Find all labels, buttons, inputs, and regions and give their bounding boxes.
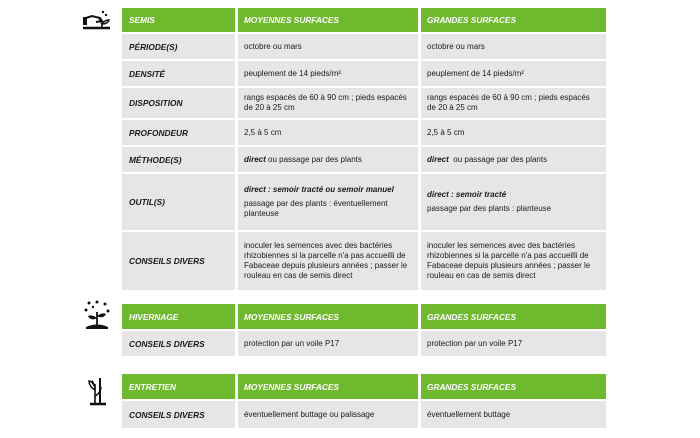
cell-large: inoculer les semences avec des bactéries rhizobiennes si la parcelle n'a pas accueilli de Fabaceae depuis plusieurs années ; passer le rouleau en cas de semis direct: [421, 232, 606, 290]
header-row: [122, 8, 609, 32]
row-label: CONSEILS DIVERS: [122, 331, 235, 356]
table-row: [122, 232, 609, 290]
tool-direct: direct : semoir tracté: [427, 190, 507, 199]
cell-large: protection par un voile P17: [421, 331, 606, 356]
method-emphasis: direct: [427, 154, 449, 164]
section-hivernage: [122, 304, 609, 356]
header-col-medium: MOYENNES SURFACES: [238, 304, 418, 329]
row-label: PROFONDEUR: [122, 120, 235, 145]
section-entretien: [122, 374, 609, 428]
cell-medium: [238, 174, 418, 230]
cell-large: éventuellement buttage: [421, 401, 606, 428]
row-label: CONSEILS DIVERS: [122, 232, 235, 290]
table-row: [122, 120, 609, 145]
cell-large: [421, 174, 606, 230]
cell-medium: [238, 147, 418, 172]
cell-medium: 2,5 à 5 cm: [238, 120, 418, 145]
table-row: [122, 331, 609, 356]
header-label: HIVERNAGE: [122, 304, 235, 329]
header-label: SEMIS: [122, 8, 235, 32]
cell-large: octobre ou mars: [421, 34, 606, 59]
header-col-large: GRANDES SURFACES: [421, 8, 606, 32]
cell-medium: octobre ou mars: [238, 34, 418, 59]
table-row: [122, 61, 609, 86]
cell-large: rangs espacés de 60 à 90 cm ; pieds espacés de 20 à 25 cm: [421, 88, 606, 118]
method-emphasis: direct: [244, 154, 266, 164]
row-label: DISPOSITION: [122, 88, 235, 118]
cell-medium: éventuellement buttage ou palissage: [238, 401, 418, 428]
sowing-hand-icon: [80, 8, 114, 38]
cell-large: 2,5 à 5 cm: [421, 120, 606, 145]
method-text: ou passage par des plants: [448, 154, 548, 164]
cell-medium: peuplement de 14 pieds/m²: [238, 61, 418, 86]
cell-medium: inoculer les semences avec des bactéries rhizobiennes si la parcelle n'a pas accueilli de Fabaceae depuis plusieurs années ; passer le rouleau en cas de semis direct: [238, 232, 418, 290]
table-row: [122, 401, 609, 428]
tool-plants: passage par des plants : planteuse: [427, 204, 552, 213]
row-label: MÉTHODE(S): [122, 147, 235, 172]
winter-plant-icon: [80, 300, 114, 330]
header-row: [122, 304, 609, 329]
staked-plant-icon: [80, 374, 114, 404]
row-label: PÉRIODE(S): [122, 34, 235, 59]
cell-medium: protection par un voile P17: [238, 331, 418, 356]
row-label: DENSITÉ: [122, 61, 235, 86]
header-col-large: GRANDES SURFACES: [421, 304, 606, 329]
table-row: [122, 174, 609, 230]
table-row: [122, 147, 609, 172]
cell-large: [421, 147, 606, 172]
row-label: CONSEILS DIVERS: [122, 401, 235, 428]
tool-plants: passage par des plants : éventuellement planteuse: [244, 199, 388, 218]
header-row: [122, 374, 609, 399]
header-label: ENTRETIEN: [122, 374, 235, 399]
cell-large: peuplement de 14 pieds/m²: [421, 61, 606, 86]
tool-direct: direct : semoir tracté ou semoir manuel: [244, 185, 394, 194]
row-label: OUTIL(S): [122, 174, 235, 230]
header-col-medium: MOYENNES SURFACES: [238, 374, 418, 399]
header-col-large: GRANDES SURFACES: [421, 374, 606, 399]
table-row: [122, 34, 609, 59]
cell-medium: rangs espacés de 60 à 90 cm ; pieds espacés de 20 à 25 cm: [238, 88, 418, 118]
header-col-medium: MOYENNES SURFACES: [238, 8, 418, 32]
method-text: ou passage par des plants: [265, 154, 362, 164]
table-row: [122, 88, 609, 118]
section-semis: [122, 8, 609, 290]
